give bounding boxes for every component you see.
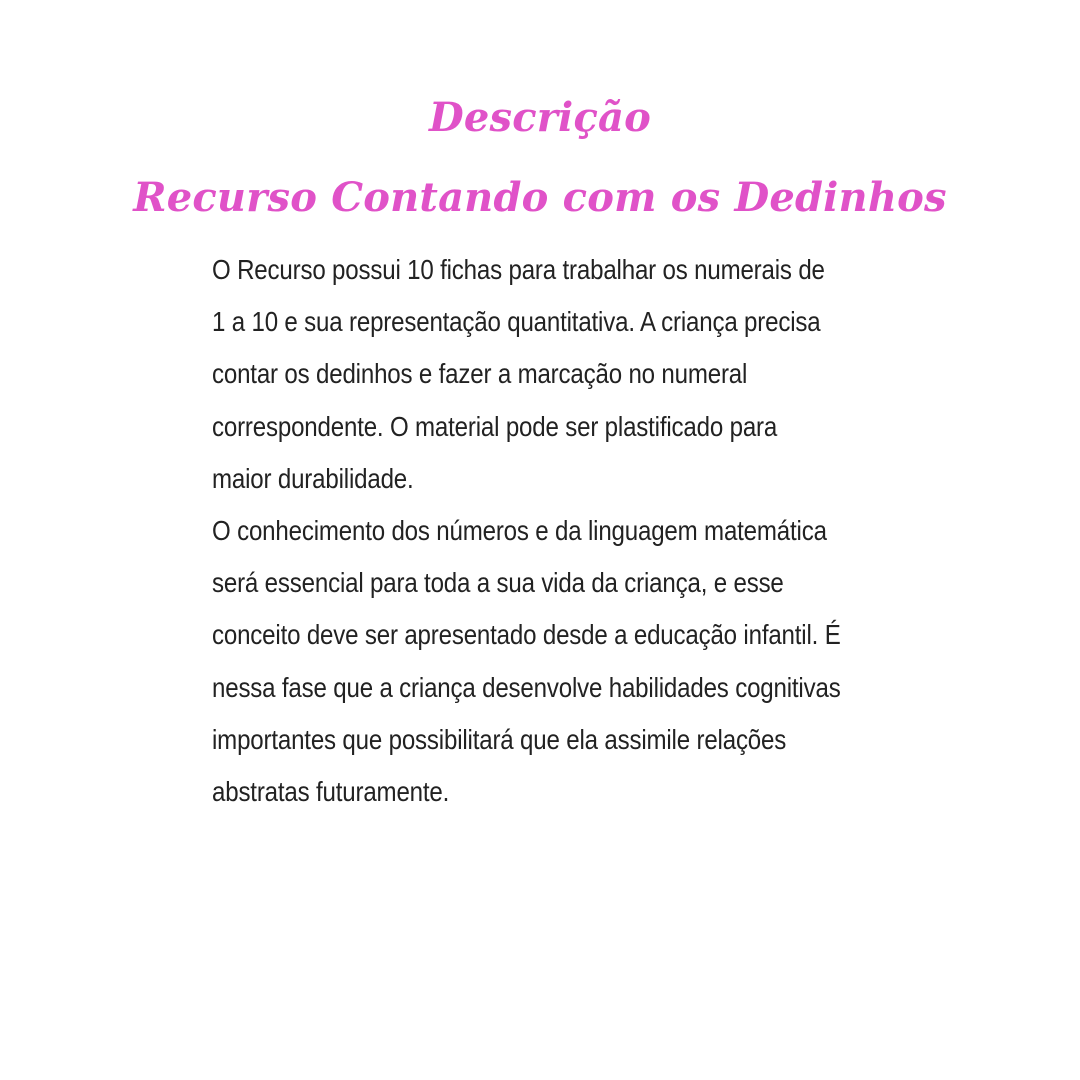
description-text <box>212 244 902 818</box>
title-subheading: Recurso Contando com os Dedinhos <box>133 174 947 221</box>
paragraph-line: abstratas futuramente. <box>212 776 450 808</box>
paragraph-line: nessa fase que a criança desenvolve habilidades cognitivas <box>212 671 841 703</box>
title-block <box>0 78 1080 238</box>
paragraph-line: O Recurso possui 10 fichas para trabalhar os numerais de <box>212 254 825 285</box>
paragraph-line: conceito deve ser apresentado desde a educação infantil. É <box>212 619 841 651</box>
paragraph-line: maior durabilidade. <box>212 462 414 494</box>
paragraph-line: O conhecimento dos números e da linguagem matemática <box>212 515 827 547</box>
paragraph-line: importantes que possibilitará que ela assimile relações <box>212 723 787 755</box>
paragraph-line: correspondente. O material pode ser plastificado para <box>212 410 778 442</box>
paragraph-line: será essencial para toda a sua vida da criança, e esse <box>212 567 784 599</box>
title-heading: Descrição <box>428 94 652 141</box>
paragraph-line: contar os dedinhos e fazer a marcação no numeral <box>212 358 748 390</box>
paragraph-line: 1 a 10 e sua representação quantitativa. A criança precisa <box>212 306 821 338</box>
